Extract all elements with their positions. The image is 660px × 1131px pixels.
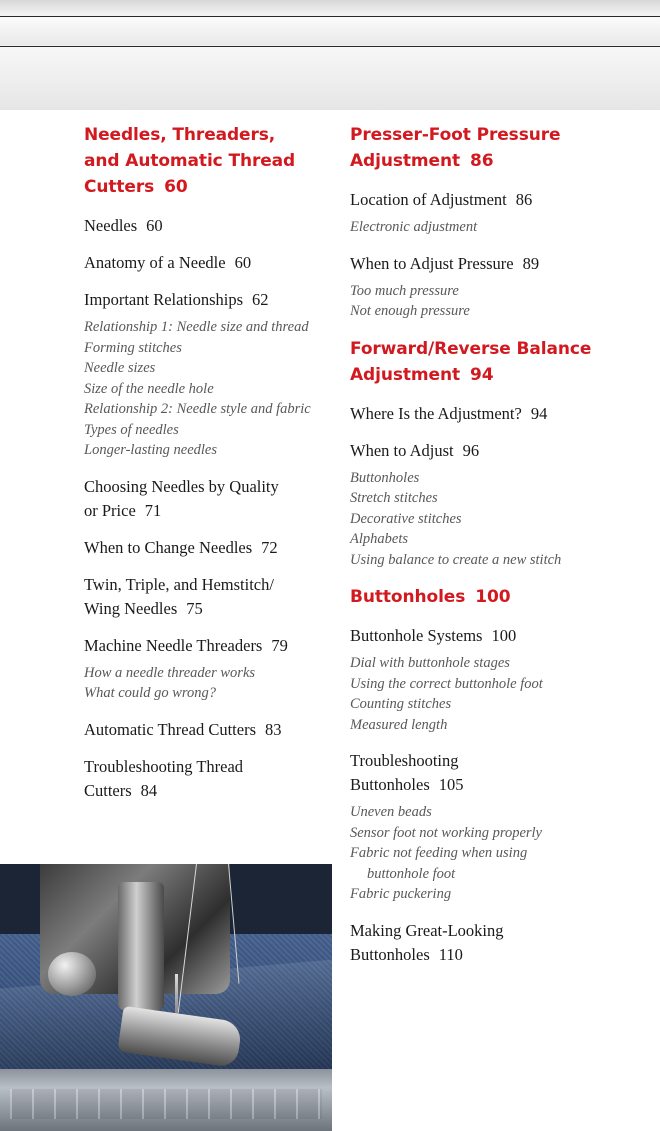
toc-subentry-list <box>350 281 612 322</box>
toc-entry-title-line: Buttonholes <box>350 944 430 964</box>
toc-entry-title-line: Choosing Needles by Quality <box>84 476 279 496</box>
needle-bar <box>118 882 164 1010</box>
toc-section-heading[interactable] <box>350 122 612 174</box>
plate-guide-lines <box>10 1089 322 1119</box>
toc-page-number: 84 <box>140 780 158 800</box>
toc-subentry[interactable]: buttonhole foot <box>367 865 456 882</box>
toc-subentry[interactable]: Forming stitches <box>84 339 182 356</box>
toc-page-number: 60 <box>146 216 163 235</box>
toc-entry-title-line: Anatomy of a Needle <box>84 253 226 272</box>
toc-entry-title-line: Troubleshooting Thread <box>84 756 244 776</box>
toc-subentry[interactable]: Size of the needle hole <box>84 380 214 397</box>
toc-subentry[interactable]: Not enough pressure <box>350 303 470 319</box>
toc-entry-title-line: Buttonhole Systems <box>350 626 483 645</box>
toc-subentry[interactable]: Needle sizes <box>84 360 156 376</box>
toc-entry-title-line: Wing Needles <box>84 598 178 618</box>
toc-entry-title-line: Forward/Reverse Balance <box>350 338 592 359</box>
toc-subentry[interactable]: Relationship 1: Needle size and thread <box>84 319 309 335</box>
toc-subentry[interactable]: How a needle threader works <box>84 664 256 681</box>
toc-entry-title-line: Adjustment <box>350 364 460 385</box>
toc-section-heading[interactable] <box>350 336 612 388</box>
toc-entry[interactable] <box>350 402 612 426</box>
toc-entry-title-line: Needles, Threaders, <box>84 125 276 145</box>
toc-page-number: 86 <box>469 151 494 171</box>
toc-page-number: 62 <box>252 290 269 309</box>
toc-subentry-list <box>350 802 612 905</box>
toc-page-number: 60 <box>164 177 188 197</box>
toc-entry[interactable] <box>84 634 334 658</box>
toc-subentry[interactable]: Alphabets <box>350 531 408 547</box>
toc-entry[interactable] <box>84 536 334 560</box>
toc-page-number: 72 <box>261 537 278 557</box>
toc-entry[interactable] <box>350 749 612 797</box>
band-shade-top <box>0 0 660 14</box>
toc-entry-title-line: Presser-Foot Pressure <box>350 125 561 145</box>
toc-subentry-list <box>84 663 334 704</box>
toc-entry-title-line: Adjustment <box>350 151 460 171</box>
toc-subentry[interactable]: Fabric not feeding when using <box>350 845 528 861</box>
toc-page-number: 83 <box>265 719 282 739</box>
band-shade-bottom <box>0 47 660 110</box>
toc-page-number: 86 <box>515 190 533 209</box>
toc-page-number: 75 <box>186 598 203 618</box>
toc-entry-title-line: When to Adjust Pressure <box>350 253 514 273</box>
toc-entry[interactable] <box>350 439 612 463</box>
toc-entry[interactable] <box>350 252 612 276</box>
toc-column-right <box>350 122 612 980</box>
toc-page-number: 110 <box>438 944 463 964</box>
toc-subentry[interactable]: Buttonholes <box>350 469 420 486</box>
decorative-fabric-band <box>0 0 660 110</box>
toc-subentry-list <box>350 468 612 571</box>
toc-entry-title-line: Where Is the Adjustment? <box>350 403 522 423</box>
toc-page-number: 100 <box>475 587 511 607</box>
toc-entry-title-line: Buttonholes <box>350 587 466 607</box>
toc-subentry[interactable]: Longer-lasting needles <box>84 442 218 458</box>
toc-subentry[interactable]: Dial with buttonhole stages <box>350 655 510 671</box>
toc-subentry[interactable]: What could go wrong? <box>84 685 216 701</box>
toc-entry-title-line: Machine Needle Threaders <box>84 635 263 655</box>
toc-subentry[interactable]: Stretch stitches <box>350 490 438 506</box>
toc-entry[interactable] <box>84 573 334 621</box>
toc-page-number: 94 <box>530 403 548 423</box>
toc-entry-title-line: When to Change Needles <box>84 537 253 557</box>
toc-section-heading[interactable] <box>350 584 612 610</box>
toc-subentry-list <box>84 317 334 461</box>
toc-entry[interactable] <box>84 755 334 803</box>
sewing-machine-photo <box>0 864 332 1131</box>
needle-plate <box>0 1069 332 1131</box>
toc-entry-title-line: Cutters <box>84 780 132 800</box>
toc-subentry[interactable]: Using the correct buttonhole foot <box>350 675 543 692</box>
toc-subentry-list <box>350 217 612 238</box>
toc-entry-title-line: Buttonholes <box>350 775 430 794</box>
toc-entry[interactable] <box>350 624 612 648</box>
toc-subentry[interactable]: Counting stitches <box>350 696 452 712</box>
toc-entry-title-line: Automatic Thread Cutters <box>84 719 256 739</box>
tension-knob <box>48 952 96 996</box>
toc-page-number: 100 <box>491 626 517 645</box>
toc-entry-title-line: Cutters <box>84 177 155 197</box>
toc-subentry[interactable]: Types of needles <box>84 421 179 438</box>
toc-subentry-list <box>350 653 612 735</box>
toc-subentry[interactable]: Uneven beads <box>350 804 432 820</box>
toc-entry-title-line: Important Relationships <box>84 290 244 309</box>
toc-page-number: 79 <box>271 635 288 655</box>
toc-subentry[interactable]: Too much pressure <box>350 282 459 299</box>
toc-subentry[interactable]: Relationship 2: Needle style and fabric <box>84 401 311 417</box>
band-shade-middle <box>0 17 660 45</box>
toc-entry-title-line: and Automatic Thread <box>84 151 296 171</box>
toc-entry-title-line: Troubleshooting <box>350 751 459 770</box>
toc-entry-title-line: Location of Adjustment <box>350 190 507 209</box>
toc-entry-title-line: Needles <box>84 216 138 235</box>
toc-page-number: 89 <box>522 253 540 273</box>
toc-page-number: 60 <box>234 253 252 272</box>
toc-entry-title-line: When to Adjust <box>350 440 454 460</box>
toc-entry[interactable] <box>84 251 334 275</box>
toc-subentry[interactable]: Measured length <box>350 716 448 733</box>
toc-entry[interactable] <box>84 288 334 312</box>
toc-subentry[interactable]: Decorative stitches <box>350 510 462 527</box>
toc-entry[interactable] <box>84 475 334 523</box>
toc-entry-title-line: or Price <box>84 500 136 520</box>
toc-column-left <box>84 122 334 816</box>
toc-subentry[interactable]: Sensor foot not working properly <box>350 824 542 841</box>
toc-section-heading[interactable] <box>84 122 334 200</box>
toc-entry[interactable] <box>350 919 612 967</box>
toc-subentry[interactable]: Using balance to create a new stitch <box>350 551 562 568</box>
toc-page-number: 94 <box>469 364 494 385</box>
toc-subentry[interactable]: Fabric puckering <box>350 886 452 902</box>
toc-subentry[interactable]: Electronic adjustment <box>350 219 478 235</box>
toc-entry[interactable] <box>84 214 334 238</box>
toc-page-number: 105 <box>438 775 464 794</box>
toc-page-number: 71 <box>144 500 162 520</box>
toc-page-number: 96 <box>462 440 480 460</box>
toc-entry-title-line: Twin, Triple, and Hemstitch/ <box>84 574 274 594</box>
toc-entry-title-line: Making Great-Looking <box>350 920 504 940</box>
toc-entry[interactable] <box>84 718 334 742</box>
toc-entry[interactable] <box>350 188 612 212</box>
